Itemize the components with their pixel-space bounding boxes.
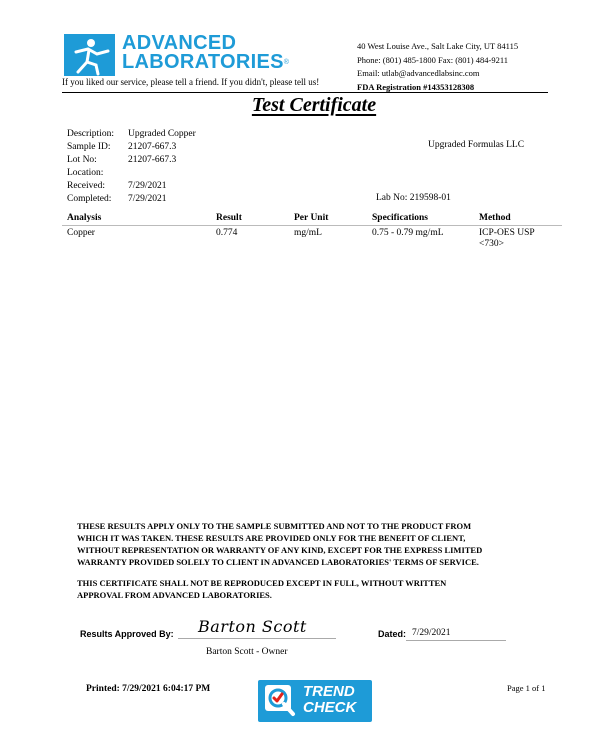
header-result: Result: [216, 213, 242, 223]
header-specifications: Specifications: [372, 213, 428, 223]
signature: Barton Scott: [198, 617, 307, 636]
header-per-unit: Per Unit: [294, 213, 329, 223]
approved-by-label: Results Approved By:: [80, 629, 174, 639]
received-label: Received:: [67, 181, 105, 191]
cell-analysis: Copper: [67, 228, 95, 238]
registered-mark: ®: [283, 59, 290, 66]
cell-result: 0.774: [216, 228, 238, 238]
cell-method-line-1: ICP-OES USP: [479, 228, 535, 238]
disclaimer-line: WARRANTY PROVIDED SOLELY TO CLIENT IN ADVANCED LABORATORIES' TERMS OF SERVICE.: [77, 557, 479, 567]
lot-no-value: 21207-667.3: [128, 155, 177, 165]
lab-number: Lab No: 219598-01: [376, 193, 451, 203]
signer-name: Barton Scott - Owner: [206, 647, 288, 657]
trend-check-line-2: CHECK: [303, 699, 357, 716]
trend-check-line-1: TREND: [303, 683, 355, 700]
header-method: Method: [479, 213, 511, 223]
cell-per-unit: mg/mL: [294, 228, 322, 238]
cell-method: [479, 228, 535, 250]
completed-label: Completed:: [67, 194, 112, 204]
magnifier-check-icon: [263, 683, 297, 719]
disclaimer-line: WHICH IT WAS TAKEN. THESE RESULTS ARE PROVIDED ONLY FOR THE BENEFIT OF CLIENT,: [77, 533, 466, 543]
cell-method-line-2: <730>: [479, 239, 504, 249]
email: Email: utlab@advancedlabsinc.com: [357, 68, 480, 78]
page-title: Test Certificate: [251, 94, 377, 116]
sample-id-value: 21207-667.3: [128, 142, 177, 152]
disclaimer-paragraph-1: [77, 520, 557, 568]
phone-fax: Phone: (801) 485-1800 Fax: (801) 484-9211: [357, 54, 509, 65]
description-label: Description:: [67, 129, 114, 139]
description-value: Upgraded Copper: [128, 129, 196, 139]
trend-check-wordmark: [303, 684, 356, 716]
disclaimer-line: WITHOUT REPRESENTATION OR WARRANTY OF ANY KIND, EXCEPT FOR THE EXPRESS LIMITED: [77, 545, 483, 555]
table-header-divider: [62, 225, 562, 226]
disclaimer-line: APPROVAL FROM ADVANCED LABORATORIES.: [77, 590, 272, 600]
header-divider: [62, 92, 548, 93]
contact-block: [357, 40, 518, 94]
location-label: Location:: [67, 168, 104, 178]
client-name: Upgraded Formulas LLC: [428, 140, 525, 150]
dated-line: [406, 640, 506, 641]
running-figure-icon: [64, 34, 115, 76]
signature-line: [178, 638, 336, 639]
fda-registration: FDA Registration #14353128308: [357, 81, 475, 92]
address: 40 West Louise Ave., Salt Lake City, UT 84115: [357, 41, 519, 51]
logo-wordmark: [122, 34, 289, 72]
lot-no-label: Lot No:: [67, 155, 97, 165]
logo-line-2: LABORATORIES: [122, 51, 284, 73]
sample-id-label: Sample ID:: [67, 142, 111, 152]
tagline: If you liked our service, please tell a friend. If you didn't, please tell us!: [62, 77, 320, 87]
header-analysis: Analysis: [67, 213, 102, 223]
cell-specifications: 0.75 - 0.79 mg/mL: [372, 228, 444, 238]
advanced-laboratories-logo-mark: [64, 34, 115, 76]
page-number: Page 1 of 1: [507, 683, 546, 693]
printed-timestamp: Printed: 7/29/2021 6:04:17 PM: [86, 684, 211, 694]
completed-value: 7/29/2021: [128, 194, 167, 204]
logo-line-1: ADVANCED: [122, 32, 237, 54]
dated-value: 7/29/2021: [412, 628, 451, 638]
received-value: 7/29/2021: [128, 181, 167, 191]
disclaimer-paragraph-2: [77, 577, 557, 601]
disclaimer-line: THESE RESULTS APPLY ONLY TO THE SAMPLE SUBMITTED AND NOT TO THE PRODUCT FROM: [77, 521, 472, 531]
dated-label: Dated:: [378, 629, 407, 639]
disclaimer-line: THIS CERTIFICATE SHALL NOT BE REPRODUCED EXCEPT IN FULL, WITHOUT WRITTEN: [77, 578, 447, 588]
